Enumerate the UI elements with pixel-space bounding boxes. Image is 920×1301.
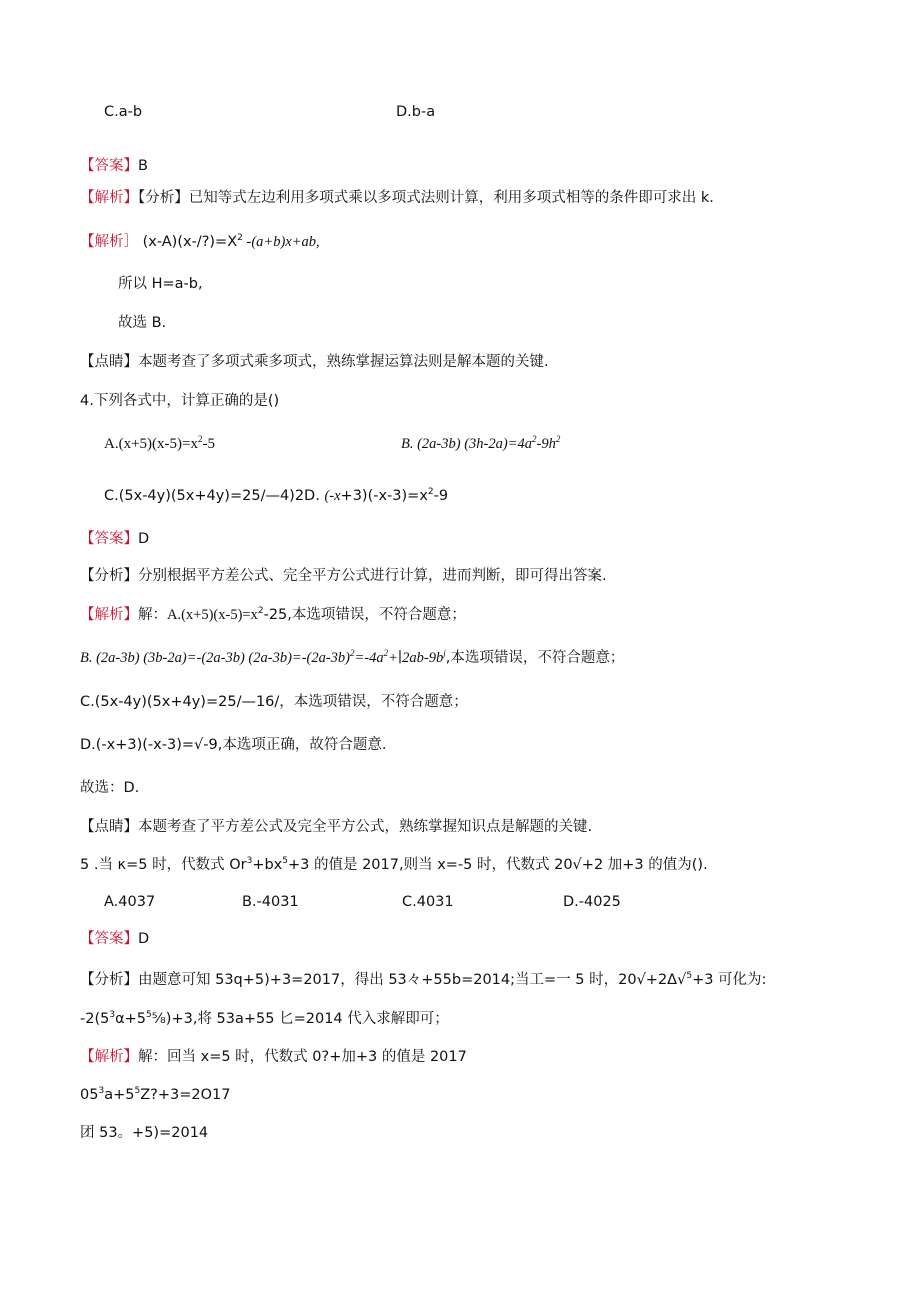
fenxi-text: +3 可化为: <box>692 972 767 988</box>
step-text: Z?+3=2O17 <box>140 1087 231 1103</box>
q5-fenxi <box>80 970 766 990</box>
q4-jiexi-c: C.(5x-4y)(5x+4y)=25/—16/，本选项错误，不符合题意； <box>80 694 468 710</box>
stem-text: 5 .当 κ=5 时，代数式 Or <box>80 857 247 873</box>
fenxi-text: -2(5 <box>80 1011 110 1027</box>
q3-dianjing: 【点睛】本题考查了多项式乘多项式，熟练掌握运算法则是解本题的关键. <box>80 354 549 370</box>
so-text: 所以 H=a-b, <box>118 276 203 292</box>
jiexi-text: ,本选项错误，不符合题意； <box>445 650 625 666</box>
superscript: 2 <box>427 487 434 498</box>
jiexi-text: B. (2a-3b) (3b-2a)=-(2a-3b) (2a-3b)=-(2a-3b) <box>80 650 351 666</box>
fenxi-text: α+5 <box>115 1011 147 1027</box>
q4-answer <box>80 529 149 549</box>
fenxi-text: 【分析】已知等式左边利用多项式乘以多项式法则计算，利用多项式相等的条件即可求出 k. <box>138 190 714 206</box>
jiexi-tag: 【解析】 <box>80 607 138 623</box>
step-text: a+5 <box>104 1087 135 1103</box>
superscript: 2 <box>257 606 264 617</box>
formula-part: (x-A)(x-/?)=X <box>142 234 238 250</box>
superscript: 2 <box>555 434 561 445</box>
q5-answer <box>80 929 149 949</box>
q4-dianjing: 【点睛】本题考查了平方差公式及完全平方公式，熟练掌握知识点是解题的关键. <box>80 819 593 835</box>
jiexi-text: =-4a <box>354 650 384 666</box>
jiexi-tag: 【解析】 <box>80 1049 138 1065</box>
superscript: 2 <box>237 233 243 244</box>
jiexi-text: +∣2ab-9b <box>388 650 444 666</box>
q3-answer <box>80 156 148 176</box>
superscript: 5 <box>686 971 693 982</box>
q5-stem <box>80 855 708 875</box>
stem-text: +bx <box>252 857 283 873</box>
q3-analysis <box>80 188 714 208</box>
superscript: 5 <box>282 856 288 867</box>
option-text: C.(5x-4y)(5x+4y)=25/—4)2D. <box>104 488 325 504</box>
q5-option-b: B.-4031 <box>242 894 299 910</box>
q3-option-d: D.b-a <box>396 104 436 120</box>
q5-jiexi <box>80 1047 467 1067</box>
jiexi-text: -25,本选项错误，不符合题意； <box>263 607 466 623</box>
superscript: 2 <box>532 434 537 445</box>
answer-tag: 【答案】 <box>80 531 138 547</box>
q3-choose: 故选 B. <box>118 315 167 331</box>
q3-option-c: C.a-b <box>104 104 143 120</box>
superscript: 3 <box>98 1086 105 1097</box>
superscript: 2 <box>350 648 355 659</box>
q5-step2: 团 53。+5)=2014 <box>80 1125 209 1141</box>
answer-value: B <box>138 158 148 174</box>
jiexi-text: 解：A.(x+5)(x-5)=x <box>138 607 258 623</box>
q4-fenxi: 【分析】分别根据平方差公式、完全平方公式进行计算，进而判断，即可得出答案. <box>80 568 607 584</box>
option-text: -9h <box>536 436 556 452</box>
q5-option-d: D.-4025 <box>563 894 621 910</box>
jiexi-text: 解：回当 x=5 时，代数式 0?+加+3 的值是 2017 <box>138 1049 467 1065</box>
formula-part: -(a+b)x+ab, <box>242 234 320 250</box>
superscript: 3 <box>109 1010 116 1021</box>
q4-jiexi-d: D.(-x+3)(-x-3)=√-9,本选项正确，故符合题意. <box>80 737 387 753</box>
option-text: (-x <box>324 488 341 504</box>
option-text: A.(x+5)(x-5)=x <box>104 436 198 452</box>
option-text: -5 <box>202 436 215 452</box>
superscript: 2 <box>383 648 389 659</box>
q4-jiexi-b <box>80 648 624 668</box>
jiexi-tag: 【解析］ <box>80 234 138 250</box>
fenxi-text: 【分析】由题意可知 53q+5)+3=2017，得出 53々+55b=2014;当工=一 5 时，20√+2Δ√ <box>80 972 687 988</box>
q4-stem: 4.下列各式中，计算正确的是() <box>80 393 280 409</box>
stem-text: +3 的值是 2017,则当 x=-5 时，代数式 20√+2 加+3 的值为(). <box>287 857 708 873</box>
answer-tag: 【答案】 <box>80 158 138 174</box>
q4-jiexi-a <box>80 605 466 625</box>
option-text: +3)(-x-3)=x <box>340 488 428 504</box>
fenxi-text: ⅝)+3,将 53a+55 匕=2014 代入求解即可； <box>151 1011 449 1027</box>
superscript: 5 <box>146 1010 152 1021</box>
q5-option-c: C.4031 <box>402 894 454 910</box>
jiexi-tag: 【解析】 <box>80 190 138 206</box>
answer-value: D <box>138 531 150 547</box>
superscript: 2 <box>197 434 203 444</box>
q5-step1 <box>80 1085 230 1105</box>
q5-fenxi-line2 <box>80 1009 449 1029</box>
option-text: B. (2a-3b) (3h-2a)=4a <box>401 436 532 452</box>
superscript: 3 <box>246 856 253 867</box>
superscript: 5 <box>134 1086 141 1097</box>
answer-tag: 【答案】 <box>80 931 138 947</box>
q4-option-a <box>104 434 215 454</box>
q4-option-cd <box>104 486 448 506</box>
step-text: 05 <box>80 1087 99 1103</box>
q5-option-a: A.4037 <box>104 894 156 910</box>
q3-so <box>118 274 203 294</box>
answer-value: D <box>138 931 150 947</box>
q3-solution <box>80 232 320 252</box>
q4-option-b <box>401 434 560 454</box>
option-text: -9 <box>433 488 449 504</box>
q4-choose: 故选：D. <box>80 780 140 796</box>
superscript: j <box>443 648 446 659</box>
